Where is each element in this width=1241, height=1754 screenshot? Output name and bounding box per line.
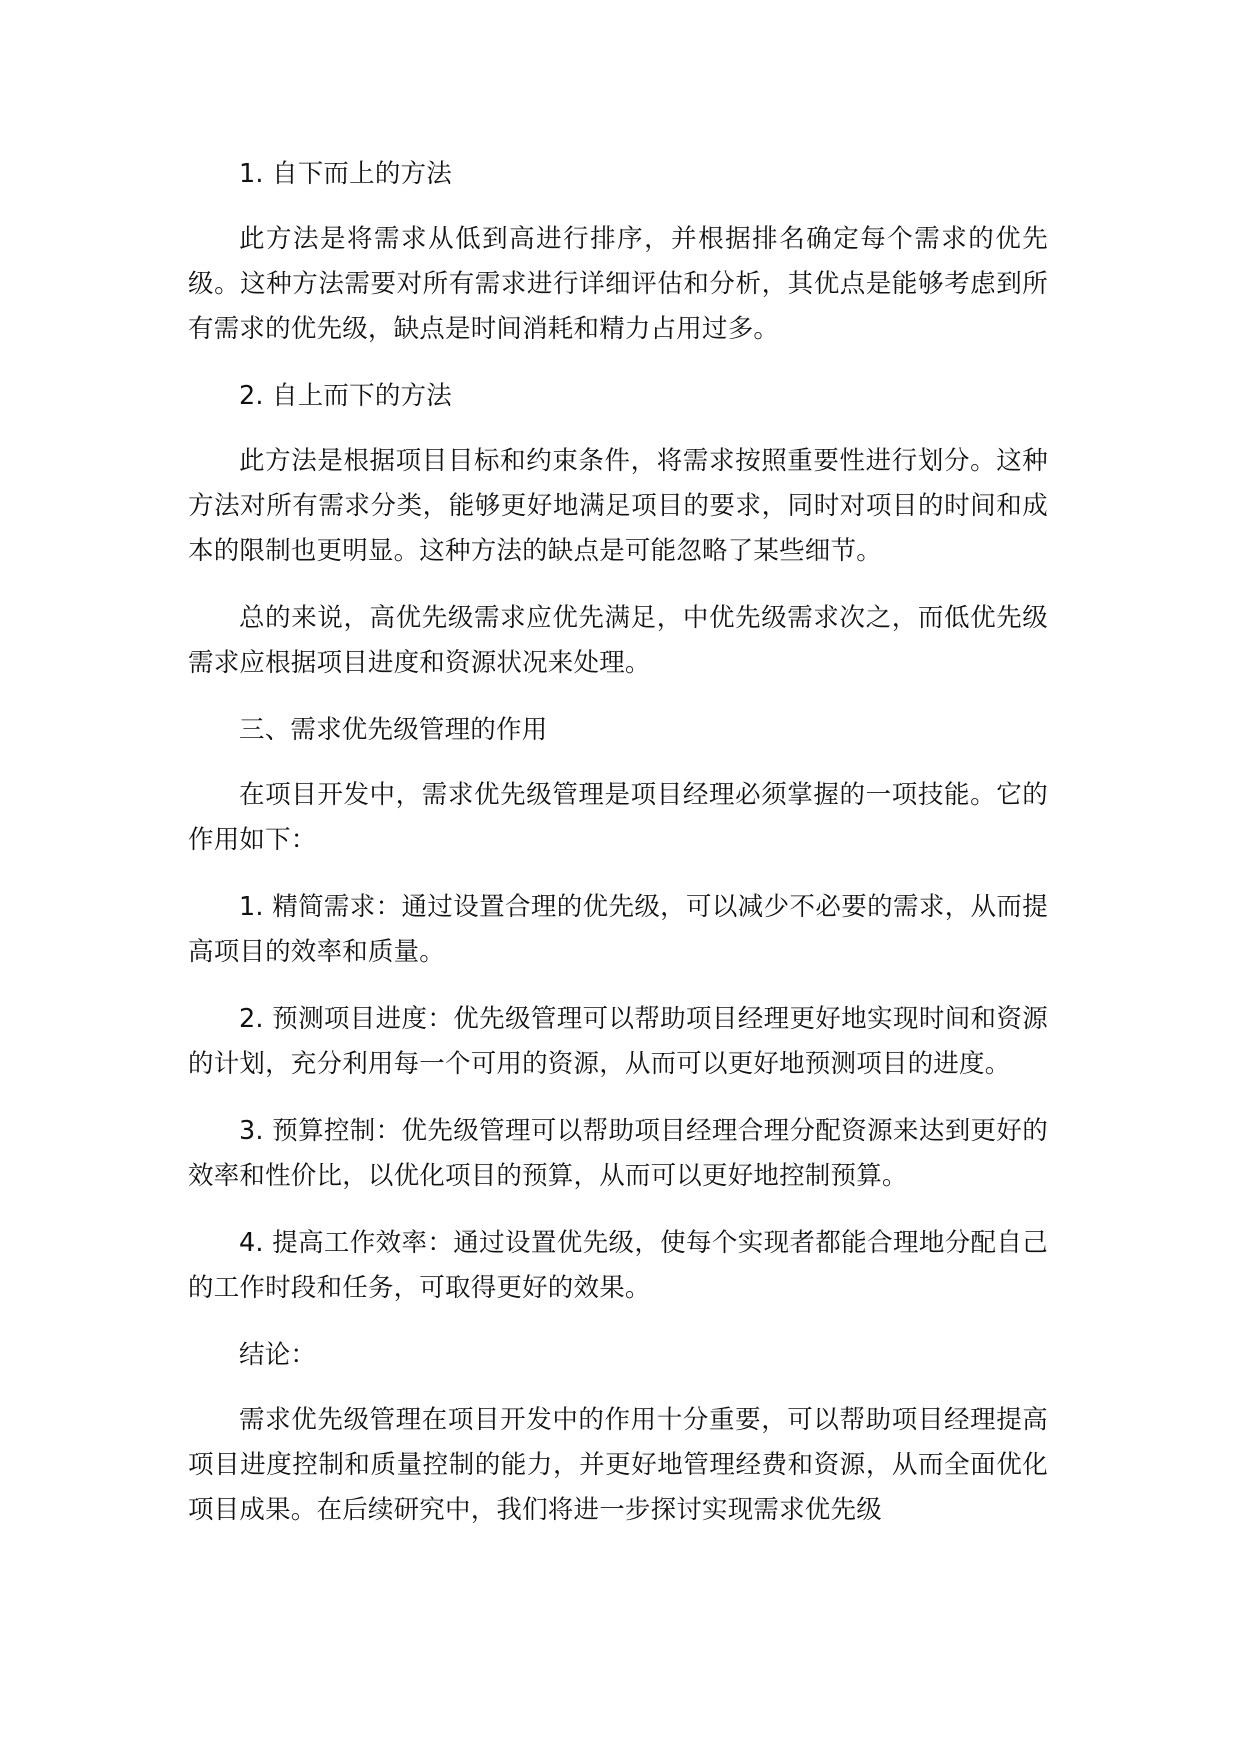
document-body — [188, 152, 1048, 1555]
paragraph-conclusion: 需求优先级管理在项目开发中的作用十分重要，可以帮助项目经理提高项目进度控制和质量控制的能力，并更好地管理经费和资源，从而全面优化项目成果。在后续研究中，我们将进一步探讨实现需求优先级 — [188, 1405, 1048, 1525]
subheading-top-down: 2. 自上而下的方法 — [239, 381, 452, 411]
paragraph-role-intro: 在项目开发中，需求优先级管理是项目经理必须掌握的一项技能。它的作用如下： — [188, 780, 1048, 855]
paragraph-summary: 总的来说，高优先级需求应优先满足，中优先级需求次之，而低优先级需求应根据项目进度和资源状况来处理。 — [188, 603, 1048, 678]
list-item-simplify: 1. 精简需求：通过设置合理的优先级，可以减少不必要的需求，从而提高项目的效率和质量。 — [188, 892, 1048, 967]
paragraph-bottom-up: 此方法是将需求从低到高进行排序，并根据排名确定每个需求的优先级。这种方法需要对所有需求进行详细评估和分析，其优点是能够考虑到所有需求的优先级，缺点是时间消耗和精力占用过多。 — [188, 224, 1048, 344]
list-item-predict-progress: 2. 预测项目进度：优先级管理可以帮助项目经理更好地实现时间和资源的计划，充分利用每一个可用的资源，从而可以更好地预测项目的进度。 — [188, 1004, 1048, 1079]
conclusion-heading: 结论： — [239, 1340, 317, 1370]
section-heading-role: 三、需求优先级管理的作用 — [239, 715, 548, 745]
list-item-efficiency: 4. 提高工作效率：通过设置优先级，使每个实现者都能合理地分配自己的工作时段和任务，可取得更好的效果。 — [188, 1228, 1048, 1303]
subheading-bottom-up: 1. 自下而上的方法 — [239, 159, 452, 189]
list-item-budget-control: 3. 预算控制：优先级管理可以帮助项目经理合理分配资源来达到更好的效率和性价比，以优化项目的预算，从而可以更好地控制预算。 — [188, 1116, 1048, 1191]
paragraph-top-down: 此方法是根据项目目标和约束条件，将需求按照重要性进行划分。这种方法对所有需求分类，能够更好地满足项目的要求，同时对项目的时间和成本的限制也更明显。这种方法的缺点是可能忽略了某些细节。 — [188, 446, 1048, 566]
